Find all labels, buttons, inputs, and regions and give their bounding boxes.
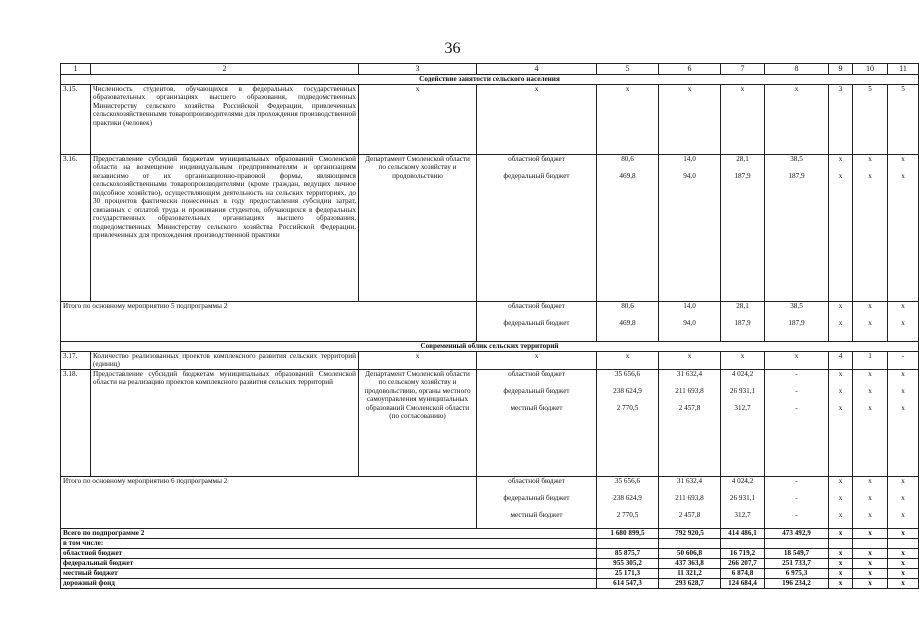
value-cell bbox=[597, 155, 659, 302]
value-cell bbox=[853, 302, 888, 342]
col-header: 7 bbox=[721, 64, 765, 75]
value: 469,8 bbox=[619, 319, 636, 327]
value: 94,0 bbox=[683, 319, 696, 327]
value: х bbox=[838, 302, 843, 310]
col-header: 6 bbox=[659, 64, 721, 75]
value-cell bbox=[597, 302, 659, 342]
value-cell bbox=[659, 155, 721, 302]
value: х bbox=[901, 476, 905, 485]
measure-text: Предоставление субсидий бюджетам муниципальных образований Смоленской области на реализацию проектов комплексного развития сельских территорий bbox=[91, 369, 359, 476]
value-cell bbox=[721, 302, 765, 342]
total-value: х bbox=[888, 558, 919, 568]
value: х bbox=[901, 319, 905, 327]
col-header: 10 bbox=[853, 64, 888, 75]
executor-text: Департамент Смоленской области по сельскому хозяйству и продовольствию bbox=[359, 155, 477, 302]
total-row bbox=[61, 558, 919, 568]
row-number: 3.18. bbox=[61, 369, 91, 476]
value: х bbox=[901, 155, 905, 163]
program-table bbox=[60, 63, 919, 589]
value-cell bbox=[829, 476, 853, 528]
page-number: 36 bbox=[444, 40, 461, 57]
total-row bbox=[61, 548, 919, 558]
total-label: в том числе: bbox=[61, 538, 597, 548]
cell: х bbox=[477, 352, 597, 370]
value: 2 457,8 bbox=[678, 510, 701, 519]
value: х bbox=[838, 493, 843, 502]
value-cell bbox=[721, 155, 765, 302]
value-cell bbox=[853, 369, 888, 476]
funding-source: местный бюджет bbox=[510, 403, 563, 412]
total-row bbox=[61, 578, 919, 588]
funding-source: федеральный бюджет bbox=[503, 493, 570, 502]
value: 238 624,9 bbox=[613, 493, 642, 502]
value-cell bbox=[829, 302, 853, 342]
value: 312,7 bbox=[734, 510, 751, 519]
total-label: дорожный фонд bbox=[61, 578, 597, 588]
funding-sources bbox=[477, 476, 597, 528]
value: 38,5 bbox=[790, 155, 803, 163]
value: х bbox=[838, 369, 843, 378]
funding-source: местный бюджет bbox=[510, 510, 563, 519]
subtotal-label: Итого по основному мероприятию 5 подпрограммы 2 bbox=[61, 302, 477, 342]
value: 187,9 bbox=[734, 319, 751, 327]
value: х bbox=[868, 476, 872, 485]
col-header: 9 bbox=[829, 64, 853, 75]
value-cell bbox=[829, 369, 853, 476]
value: х bbox=[868, 510, 872, 519]
measure-text: Предоставление субсидий бюджетам муниципальных образований Смоленской области на возмещение индивидуальным предпринимателям и организациям независимо от их организационно-правовой формы, являющимся сельскохозяйственными товаропроизводителями (кроме граждан, ведущих личное подсобное хозяйство), осуществляющим деятельность на сельских территориях, до 30 процентов фактически понесенных в году предоставления субсидии затрат, связанных с оплатой труда и проживания студентов, обучающихся в федеральных государственных образовательных организациях высшего образования, подведомственных Министерству сельского хозяйства Российской Федерации, привлеченных для прохождения производственной практики bbox=[91, 155, 359, 302]
total-value: х bbox=[853, 548, 888, 558]
value: х bbox=[868, 493, 872, 502]
total-value bbox=[721, 538, 765, 548]
total-label: федеральный бюджет bbox=[61, 558, 597, 568]
total-value: х bbox=[888, 578, 919, 588]
value: х bbox=[838, 319, 843, 327]
total-value: 6 975,3 bbox=[765, 568, 829, 578]
value: 2 770,5 bbox=[616, 403, 639, 412]
total-value: 293 628,7 bbox=[659, 578, 721, 588]
value: х bbox=[901, 386, 905, 395]
total-value bbox=[829, 538, 853, 548]
total-value: 437 363,8 bbox=[659, 558, 721, 568]
table-row bbox=[61, 369, 919, 476]
funding-source: областной бюджет bbox=[508, 369, 565, 378]
value-cell bbox=[765, 369, 829, 476]
value: 35 656,6 bbox=[614, 369, 641, 378]
total-value: 124 684,4 bbox=[721, 578, 765, 588]
row-number: 3.17. bbox=[61, 352, 91, 370]
value: 26 931,1 bbox=[729, 386, 756, 395]
value: х bbox=[868, 172, 872, 180]
total-value bbox=[888, 538, 919, 548]
value: 4 024,2 bbox=[731, 369, 754, 378]
total-value: х bbox=[853, 568, 888, 578]
value-cell bbox=[888, 369, 919, 476]
value: 28,1 bbox=[736, 155, 749, 163]
cell: х bbox=[765, 85, 829, 155]
value: х bbox=[901, 369, 905, 378]
cell: х bbox=[659, 85, 721, 155]
cell: 5 bbox=[853, 85, 888, 155]
value: - bbox=[795, 386, 798, 395]
total-label: Всего по подпрограмме 2 bbox=[61, 528, 597, 538]
total-value: 614 547,3 bbox=[597, 578, 659, 588]
total-value bbox=[659, 538, 721, 548]
value: 80,6 bbox=[621, 155, 634, 163]
value: 4 024,2 bbox=[731, 476, 754, 485]
total-value: х bbox=[829, 558, 853, 568]
total-value: х bbox=[888, 548, 919, 558]
executor-text: Департамент Смоленской области по сельскому хозяйству и продовольствию, органы местного самоуправления муниципальных образований Смоленской области (по согласованию) bbox=[359, 369, 477, 476]
value-cell bbox=[659, 476, 721, 528]
value: 2 770,5 bbox=[616, 510, 639, 519]
value: х bbox=[868, 302, 872, 310]
table-row bbox=[61, 155, 919, 302]
value: х bbox=[868, 319, 872, 327]
value: 469,8 bbox=[619, 172, 636, 180]
col-header: 1 bbox=[61, 64, 91, 75]
total-label: местный бюджет bbox=[61, 568, 597, 578]
value-cell bbox=[597, 476, 659, 528]
cell: - bbox=[888, 352, 919, 370]
total-value: 85 875,7 bbox=[597, 548, 659, 558]
indicator-text: Численность студентов, обучающихся в федеральных государственных образовательных организациях высшего образования, подведомственных Министерству сельского хозяйства Российской Федерации, привлеченных сельскохозяйственными товаропроизводителями для прохождения производственной практики (человек) bbox=[91, 85, 359, 155]
value: 2 457,8 bbox=[678, 403, 701, 412]
value-cell bbox=[853, 476, 888, 528]
subtotal-row bbox=[61, 476, 919, 528]
value: х bbox=[901, 510, 905, 519]
section-header-row bbox=[61, 75, 919, 85]
row-number: 3.16. bbox=[61, 155, 91, 302]
total-value: 473 492,9 bbox=[765, 528, 829, 538]
funding-source: федеральный бюджет bbox=[503, 386, 570, 395]
value: - bbox=[795, 476, 798, 485]
total-value: х bbox=[829, 548, 853, 558]
value-cell bbox=[765, 155, 829, 302]
col-header: 5 bbox=[597, 64, 659, 75]
value: 211 693,8 bbox=[675, 493, 704, 502]
total-value bbox=[853, 538, 888, 548]
value: х bbox=[838, 172, 843, 180]
cell: 4 bbox=[829, 352, 853, 370]
cell: х bbox=[359, 352, 477, 370]
total-value: х bbox=[829, 578, 853, 588]
table-row bbox=[61, 85, 919, 155]
col-header: 2 bbox=[91, 64, 359, 75]
total-value: х bbox=[888, 528, 919, 538]
value-cell bbox=[765, 302, 829, 342]
column-number-row bbox=[61, 64, 919, 75]
cell: х bbox=[359, 85, 477, 155]
cell: х bbox=[597, 85, 659, 155]
value: 38,5 bbox=[790, 302, 803, 310]
value-cell bbox=[888, 302, 919, 342]
value: 187,9 bbox=[788, 172, 805, 180]
section-title: Современный облик сельских территорий bbox=[61, 342, 919, 352]
funding-sources bbox=[477, 155, 597, 302]
value: - bbox=[795, 403, 798, 412]
total-value: 251 733,7 bbox=[765, 558, 829, 568]
cell: 1 bbox=[853, 352, 888, 370]
total-value: х bbox=[829, 528, 853, 538]
value: х bbox=[838, 510, 843, 519]
total-label: областной бюджет bbox=[61, 548, 597, 558]
funding-source: федеральный бюджет bbox=[503, 319, 570, 327]
col-header: 4 bbox=[477, 64, 597, 75]
value-cell bbox=[659, 302, 721, 342]
section-header-row bbox=[61, 342, 919, 352]
total-value: 25 171,3 bbox=[597, 568, 659, 578]
value-cell bbox=[829, 155, 853, 302]
value: 14,0 bbox=[683, 302, 696, 310]
value: х bbox=[868, 403, 872, 412]
cell: 3 bbox=[829, 85, 853, 155]
total-value: 414 486,1 bbox=[721, 528, 765, 538]
col-header: 11 bbox=[888, 64, 919, 75]
total-value bbox=[597, 538, 659, 548]
value-cell bbox=[888, 476, 919, 528]
value: х bbox=[901, 302, 905, 310]
value: 31 632,4 bbox=[676, 476, 703, 485]
table-row bbox=[61, 352, 919, 370]
value: 94,0 bbox=[683, 172, 696, 180]
section-title: Содействие занятости сельского населения bbox=[61, 75, 919, 85]
value: - bbox=[795, 369, 798, 378]
total-value: х bbox=[829, 568, 853, 578]
value: х bbox=[901, 403, 905, 412]
value-cell bbox=[853, 155, 888, 302]
cell: х bbox=[597, 352, 659, 370]
value: 80,6 bbox=[621, 302, 634, 310]
total-row bbox=[61, 528, 919, 538]
value: 187,9 bbox=[788, 319, 805, 327]
value: 211 693,8 bbox=[675, 386, 704, 395]
value: х bbox=[838, 403, 843, 412]
total-row bbox=[61, 538, 919, 548]
col-header: 3 bbox=[359, 64, 477, 75]
value: 312,7 bbox=[734, 403, 751, 412]
total-value bbox=[765, 538, 829, 548]
value: 31 632,4 bbox=[676, 369, 703, 378]
total-value: 955 305,2 bbox=[597, 558, 659, 568]
cell: х bbox=[721, 85, 765, 155]
value: - bbox=[795, 510, 798, 519]
total-value: 266 207,7 bbox=[721, 558, 765, 568]
value: 35 656,6 bbox=[614, 476, 641, 485]
total-value: 11 321,2 bbox=[659, 568, 721, 578]
total-value: х bbox=[888, 568, 919, 578]
total-value: 792 920,5 bbox=[659, 528, 721, 538]
total-value: 16 719,2 bbox=[721, 548, 765, 558]
value: 26 931,1 bbox=[729, 493, 756, 502]
value: х bbox=[868, 386, 872, 395]
value-cell bbox=[597, 369, 659, 476]
cell: х bbox=[721, 352, 765, 370]
total-value: 18 549,7 bbox=[765, 548, 829, 558]
value: х bbox=[868, 369, 872, 378]
funding-source: федеральный бюджет bbox=[503, 172, 570, 180]
subtotal-label: Итого по основному мероприятию 6 подпрограммы 2 bbox=[61, 476, 477, 528]
value: 14,0 bbox=[683, 155, 696, 163]
value-cell bbox=[888, 155, 919, 302]
indicator-text: Количество реализованных проектов комплексного развития сельских территорий (единиц) bbox=[91, 352, 359, 370]
value-cell bbox=[721, 369, 765, 476]
total-value: 196 234,2 bbox=[765, 578, 829, 588]
funding-source: областной бюджет bbox=[508, 155, 565, 163]
total-row bbox=[61, 568, 919, 578]
total-value: х bbox=[853, 578, 888, 588]
subtotal-row bbox=[61, 302, 919, 342]
cell: х bbox=[765, 352, 829, 370]
funding-source: областной бюджет bbox=[508, 302, 565, 310]
value: х bbox=[868, 155, 872, 163]
funding-sources bbox=[477, 369, 597, 476]
funding-source: областной бюджет bbox=[508, 476, 565, 485]
value: х bbox=[838, 476, 843, 485]
value-cell bbox=[765, 476, 829, 528]
total-value: х bbox=[853, 558, 888, 568]
value: 238 624,9 bbox=[613, 386, 642, 395]
value: х bbox=[838, 386, 843, 395]
total-value: х bbox=[853, 528, 888, 538]
funding-sources bbox=[477, 302, 597, 342]
row-number: 3.15. bbox=[61, 85, 91, 155]
cell: х bbox=[477, 85, 597, 155]
col-header: 8 bbox=[765, 64, 829, 75]
value: х bbox=[901, 493, 905, 502]
cell: х bbox=[659, 352, 721, 370]
total-value: 50 606,8 bbox=[659, 548, 721, 558]
value: 187,9 bbox=[734, 172, 751, 180]
value-cell bbox=[659, 369, 721, 476]
value: - bbox=[795, 493, 798, 502]
total-value: 6 874,8 bbox=[721, 568, 765, 578]
total-value: 1 680 899,5 bbox=[597, 528, 659, 538]
value: х bbox=[838, 155, 843, 163]
value: 28,1 bbox=[736, 302, 749, 310]
value-cell bbox=[721, 476, 765, 528]
value: х bbox=[901, 172, 905, 180]
cell: 5 bbox=[888, 85, 919, 155]
